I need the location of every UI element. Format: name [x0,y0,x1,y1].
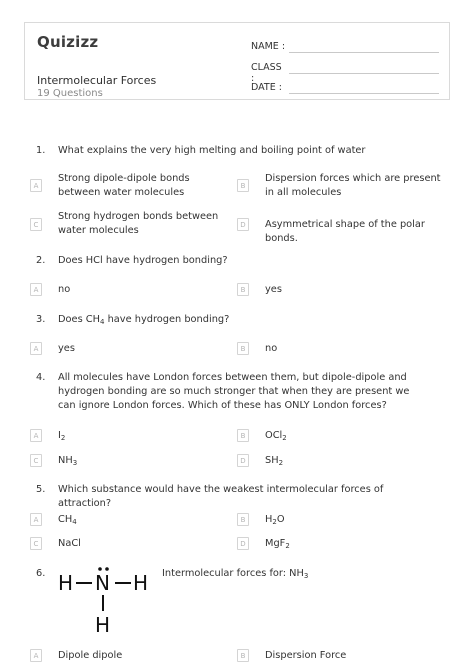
name-label: NAME : [251,41,286,52]
option-text [265,513,285,529]
option-text [58,537,81,551]
subscript: 2 [285,542,290,550]
class-line[interactable] [289,73,439,74]
date-field[interactable] [251,82,287,93]
question-text: Which substance would have the weakest intermolecular forces of attraction? [58,484,384,509]
formula-part: I [58,430,61,441]
option-text [265,429,287,445]
option-letter-box[interactable]: A [30,283,42,296]
formula-part: SH [265,455,279,466]
quizizz-logo: Quizizz [37,33,99,51]
subscript: 2 [278,459,284,467]
option-text [265,454,283,470]
option-letter-box[interactable]: A [30,513,42,526]
class-label: CLASS : [251,62,282,84]
option-letter-box[interactable]: B [237,283,249,296]
option-letter-box[interactable]: D [237,454,249,467]
date-line[interactable] [289,93,439,94]
option-text: Dipole dipole [58,650,123,661]
question-text: What explains the very high melting and boiling point of water [58,145,366,156]
option-letter-box[interactable]: A [30,342,42,355]
option-letter-box[interactable]: B [237,179,249,192]
formula-part: CH [58,514,73,525]
formula-part: H [265,514,273,525]
formula-part: NH [58,455,73,466]
option-text [58,454,77,470]
subscript: 3 [72,459,78,467]
worksheet-title: Intermolecular Forces [37,74,157,87]
option-letter-box[interactable]: C [30,537,42,550]
question-count: 19 Questions [37,88,103,99]
option-letter-box[interactable]: A [30,429,42,442]
option-text: yes [58,343,75,354]
atom-label: H [58,571,74,595]
option-letter-box[interactable]: D [237,537,249,550]
formula-part: NaCl [58,538,81,549]
option-letter-box[interactable]: B [237,649,249,662]
worksheet-header [24,22,450,100]
option-text: Strong dipole-dipole bonds between water molecules [58,173,190,198]
option-text: Strong hydrogen bonds between water molecules [58,211,219,236]
question-number: 2. [36,255,46,266]
option-text: Asymmetrical shape of the polar bonds. [265,219,425,244]
question-text: Does HCl have hydrogen bonding? [58,255,228,266]
formula-part: OCl [265,430,283,441]
option-letter-box[interactable]: C [30,454,42,467]
subscript: 4 [72,518,77,526]
option-text: Dispersion forces which are present in all molecules [265,173,441,198]
question-number: 6. [36,568,46,579]
option-letter-box[interactable]: D [237,218,249,231]
class-field[interactable] [251,62,287,84]
option-letter-box[interactable]: B [237,513,249,526]
formula-part: O [276,514,285,525]
question-text [58,313,438,329]
question-number: 3. [36,314,46,325]
subscript: 2 [282,434,287,442]
formula-part: MgF [265,538,286,549]
question-text [162,567,442,583]
subscript: 4 [100,318,105,326]
option-letter-box[interactable]: C [30,218,42,231]
question-text-part: have hydrogen bonding? [104,314,230,325]
option-text [265,537,290,553]
date-label: DATE : [251,82,282,93]
option-letter-box[interactable]: A [30,179,42,192]
option-letter-box[interactable]: B [237,429,249,442]
option-letter-box[interactable]: A [30,649,42,662]
option-text: Dispersion Force [265,650,347,661]
subscript: 2 [272,518,277,526]
subscript: 3 [303,572,309,580]
name-field[interactable] [251,41,287,52]
option-text [58,429,65,445]
question-text: All molecules have London forces between them, but dipole-dipole and hydrogen bonding are so much stronger that when they are present we can ignore London forces. Which of these has ONLY London forces? [58,372,410,411]
option-text: no [58,284,71,295]
option-text [58,513,77,529]
option-text: yes [265,284,282,295]
atom-label: H [133,571,149,595]
question-text-part: Intermolecular forces for: NH [162,568,304,579]
question-number: 5. [36,484,46,495]
question-number: 1. [36,145,46,156]
name-line[interactable] [289,52,439,53]
option-text: no [265,343,278,354]
option-letter-box[interactable]: B [237,342,249,355]
subscript: 2 [60,434,66,442]
question-text-part: Does CH [58,314,100,325]
atom-label: N [95,571,110,595]
atom-label: H [95,613,111,636]
ammonia-lewis-structure [56,566,156,636]
question-number: 4. [36,372,46,383]
